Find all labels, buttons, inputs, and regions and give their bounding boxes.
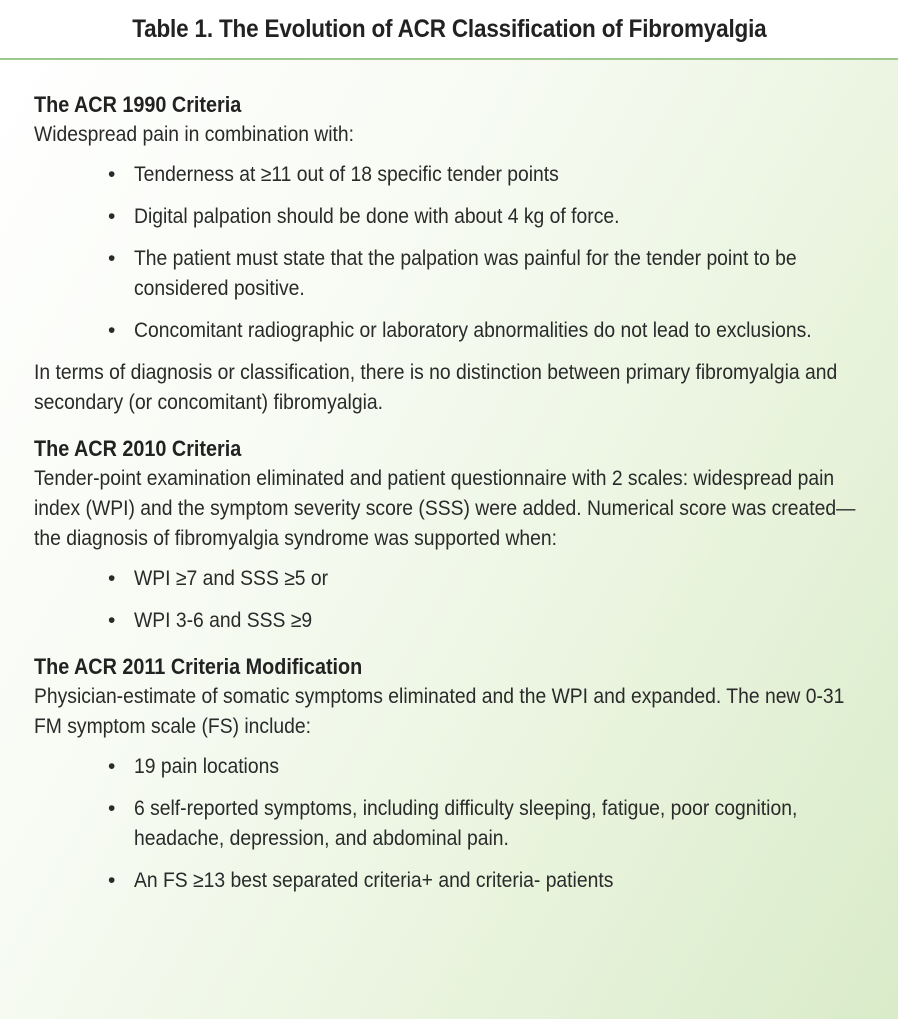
bullet-icon: • bbox=[108, 755, 116, 778]
bullet-list bbox=[34, 564, 868, 636]
bullet-icon: • bbox=[108, 609, 116, 632]
bullet-list bbox=[34, 160, 868, 346]
section-intro: Physician-estimate of somatic symptoms eliminated and the WPI and expanded. The new 0-31 FM symptom scale (FS) include: bbox=[34, 685, 845, 738]
list-item: • Tenderness at ≥11 out of 18 specific tender points bbox=[106, 160, 874, 190]
table-body bbox=[0, 60, 898, 1019]
list-item: • Digital palpation should be done with about 4 kg of force. bbox=[106, 202, 874, 232]
bullet-icon: • bbox=[108, 163, 116, 186]
section-intro: Tender-point examination eliminated and patient questionnaire with 2 scales: widespread pain index (WPI) and the symptom severity score (SSS) were added. Numerical score was created—the diagnosis of fibromyalgia syndrome was supported when: bbox=[34, 467, 856, 550]
list-item: • 19 pain locations bbox=[106, 752, 874, 782]
list-item: • WPI ≥7 and SSS ≥5 or bbox=[106, 564, 874, 594]
section-acr-2011 bbox=[34, 652, 868, 896]
list-item: • WPI 3-6 and SSS ≥9 bbox=[106, 606, 874, 636]
section-intro: Widespread pain in combination with: bbox=[34, 123, 355, 146]
section-acr-1990 bbox=[34, 90, 868, 418]
section-acr-2010 bbox=[34, 434, 868, 636]
table-header bbox=[0, 0, 898, 60]
section-outro: In terms of diagnosis or classification, there is no distinction between primary fibromyalgia and secondary (or concomitant) fibromyalgia. bbox=[34, 361, 838, 414]
list-item: • An FS ≥13 best separated criteria+ and criteria- patients bbox=[106, 866, 874, 896]
section-heading: The ACR 2010 Criteria bbox=[34, 436, 242, 461]
bullet-icon: • bbox=[108, 869, 116, 892]
list-item: • Concomitant radiographic or laboratory abnormalities do not lead to exclusions. bbox=[106, 316, 874, 346]
section-heading: The ACR 1990 Criteria bbox=[34, 92, 242, 117]
bullet-list bbox=[34, 752, 868, 896]
bullet-icon: • bbox=[108, 319, 116, 342]
bullet-icon: • bbox=[108, 797, 116, 820]
section-heading: The ACR 2011 Criteria Modification bbox=[34, 654, 363, 679]
list-item: • 6 self-reported symptoms, including difficulty sleeping, fatigue, poor cognition, headache, depression, and abdominal pain. bbox=[106, 794, 874, 854]
bullet-icon: • bbox=[108, 247, 116, 270]
table-title: Table 1. The Evolution of ACR Classification of Fibromyalgia bbox=[131, 14, 767, 43]
bullet-icon: • bbox=[108, 205, 116, 228]
bullet-icon: • bbox=[108, 567, 116, 590]
list-item: • The patient must state that the palpation was painful for the tender point to be considered positive. bbox=[106, 244, 874, 304]
